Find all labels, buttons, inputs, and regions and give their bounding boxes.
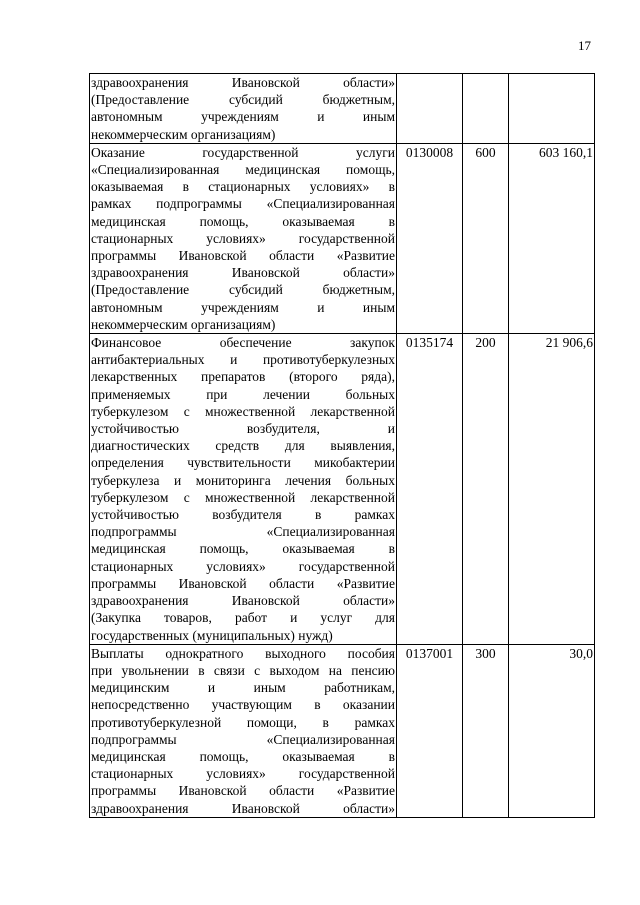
description-line: подпрограммы «Специализированная [91, 524, 395, 540]
row-target-code: 0135174 [397, 334, 463, 645]
description-line: при увольнении в связи с выходом на пенсию [91, 662, 395, 678]
row-description [90, 334, 397, 645]
description-line: здравоохранения Ивановской области» [91, 75, 395, 90]
table-row [90, 334, 595, 645]
description-line: туберкулезом с множественной лекарственной [91, 403, 395, 419]
description-line: автономным учреждениям и иным [91, 299, 395, 315]
description-line: Финансовое обеспечение закупок [91, 335, 395, 351]
description-line: Оказание государственной услуги [91, 144, 395, 160]
description-line: Выплаты однократного выходного пособия [91, 645, 395, 661]
description-line: противотуберкулезной помощи, в рамках [91, 714, 395, 730]
table-row [90, 74, 595, 144]
description-line: подпрограммы «Специализированная [91, 731, 395, 747]
description-line: здравоохранения Ивановской области» [91, 265, 395, 281]
description-line: оказываемая в стационарных условиях» в [91, 179, 395, 195]
row-description [90, 644, 397, 817]
description-line: лекарственных препаратов (второго ряда), [91, 369, 395, 385]
description-line: здравоохранения Ивановской области» [91, 800, 395, 816]
description-line: программы Ивановской области «Развитие [91, 783, 395, 799]
description-line: (Предоставление субсидий бюджетным, [91, 92, 395, 108]
description-line: медицинская помощь, оказываемая в [91, 213, 395, 229]
description-line: государственных (муниципальных) нужд) [91, 627, 333, 643]
row-description [90, 74, 397, 144]
row-target-code: 0130008 [397, 143, 463, 333]
description-line: устойчивостью возбудителя в рамках [91, 507, 395, 523]
row-amount [509, 74, 595, 144]
description-line: определения чувствительности микобактерии [91, 455, 395, 471]
description-line: стационарных условиях» государственной [91, 230, 395, 246]
row-expense-type: 300 [463, 644, 509, 817]
description-line: медицинская помощь, оказываемая в [91, 748, 395, 764]
row-expense-type: 600 [463, 143, 509, 333]
description-line: программы Ивановской области «Развитие [91, 575, 395, 591]
description-line: применяемых при лечении больных [91, 386, 395, 402]
row-amount: 603 160,1 [509, 143, 595, 333]
table-row [90, 644, 595, 817]
description-line: программы Ивановской области «Развитие [91, 248, 395, 264]
budget-table-body [90, 74, 595, 818]
description-line: стационарных условиях» государственной [91, 766, 395, 782]
description-line: туберкулеза и мониторинга лечения больных [91, 472, 395, 488]
description-line: (Предоставление субсидий бюджетным, [91, 282, 395, 298]
description-line: некоммерческим организациям) [91, 316, 276, 332]
table-row [90, 143, 595, 333]
description-line: здравоохранения Ивановской области» [91, 593, 395, 609]
description-line: стационарных условиях» государственной [91, 558, 395, 574]
page-number: 17 [578, 38, 591, 53]
description-line: устойчивостью возбудителя, и [91, 421, 395, 437]
description-line: диагностических средств для выявления, [91, 438, 395, 454]
row-expense-type: 200 [463, 334, 509, 645]
row-expense-type [463, 74, 509, 144]
description-line: рамках подпрограммы «Специализированная [91, 196, 395, 212]
description-line: непосредственно участвующим в оказании [91, 697, 395, 713]
row-target-code [397, 74, 463, 144]
budget-table [89, 73, 595, 818]
description-line: «Специализированная медицинская помощь, [91, 162, 395, 178]
description-line: медицинская помощь, оказываемая в [91, 541, 395, 557]
row-amount: 30,0 [509, 644, 595, 817]
row-amount: 21 906,6 [509, 334, 595, 645]
description-line: автономным учреждениям и иным [91, 109, 395, 125]
row-target-code: 0137001 [397, 644, 463, 817]
description-line: туберкулезом с множественной лекарственной [91, 489, 395, 505]
description-line: (Закупка товаров, работ и услуг для [91, 610, 395, 626]
row-description [90, 143, 397, 333]
description-line: антибактериальных и противотуберкулезных [91, 352, 395, 368]
description-line: медицинским и иным работникам, [91, 680, 395, 696]
description-line: некоммерческим организациям) [91, 126, 276, 142]
